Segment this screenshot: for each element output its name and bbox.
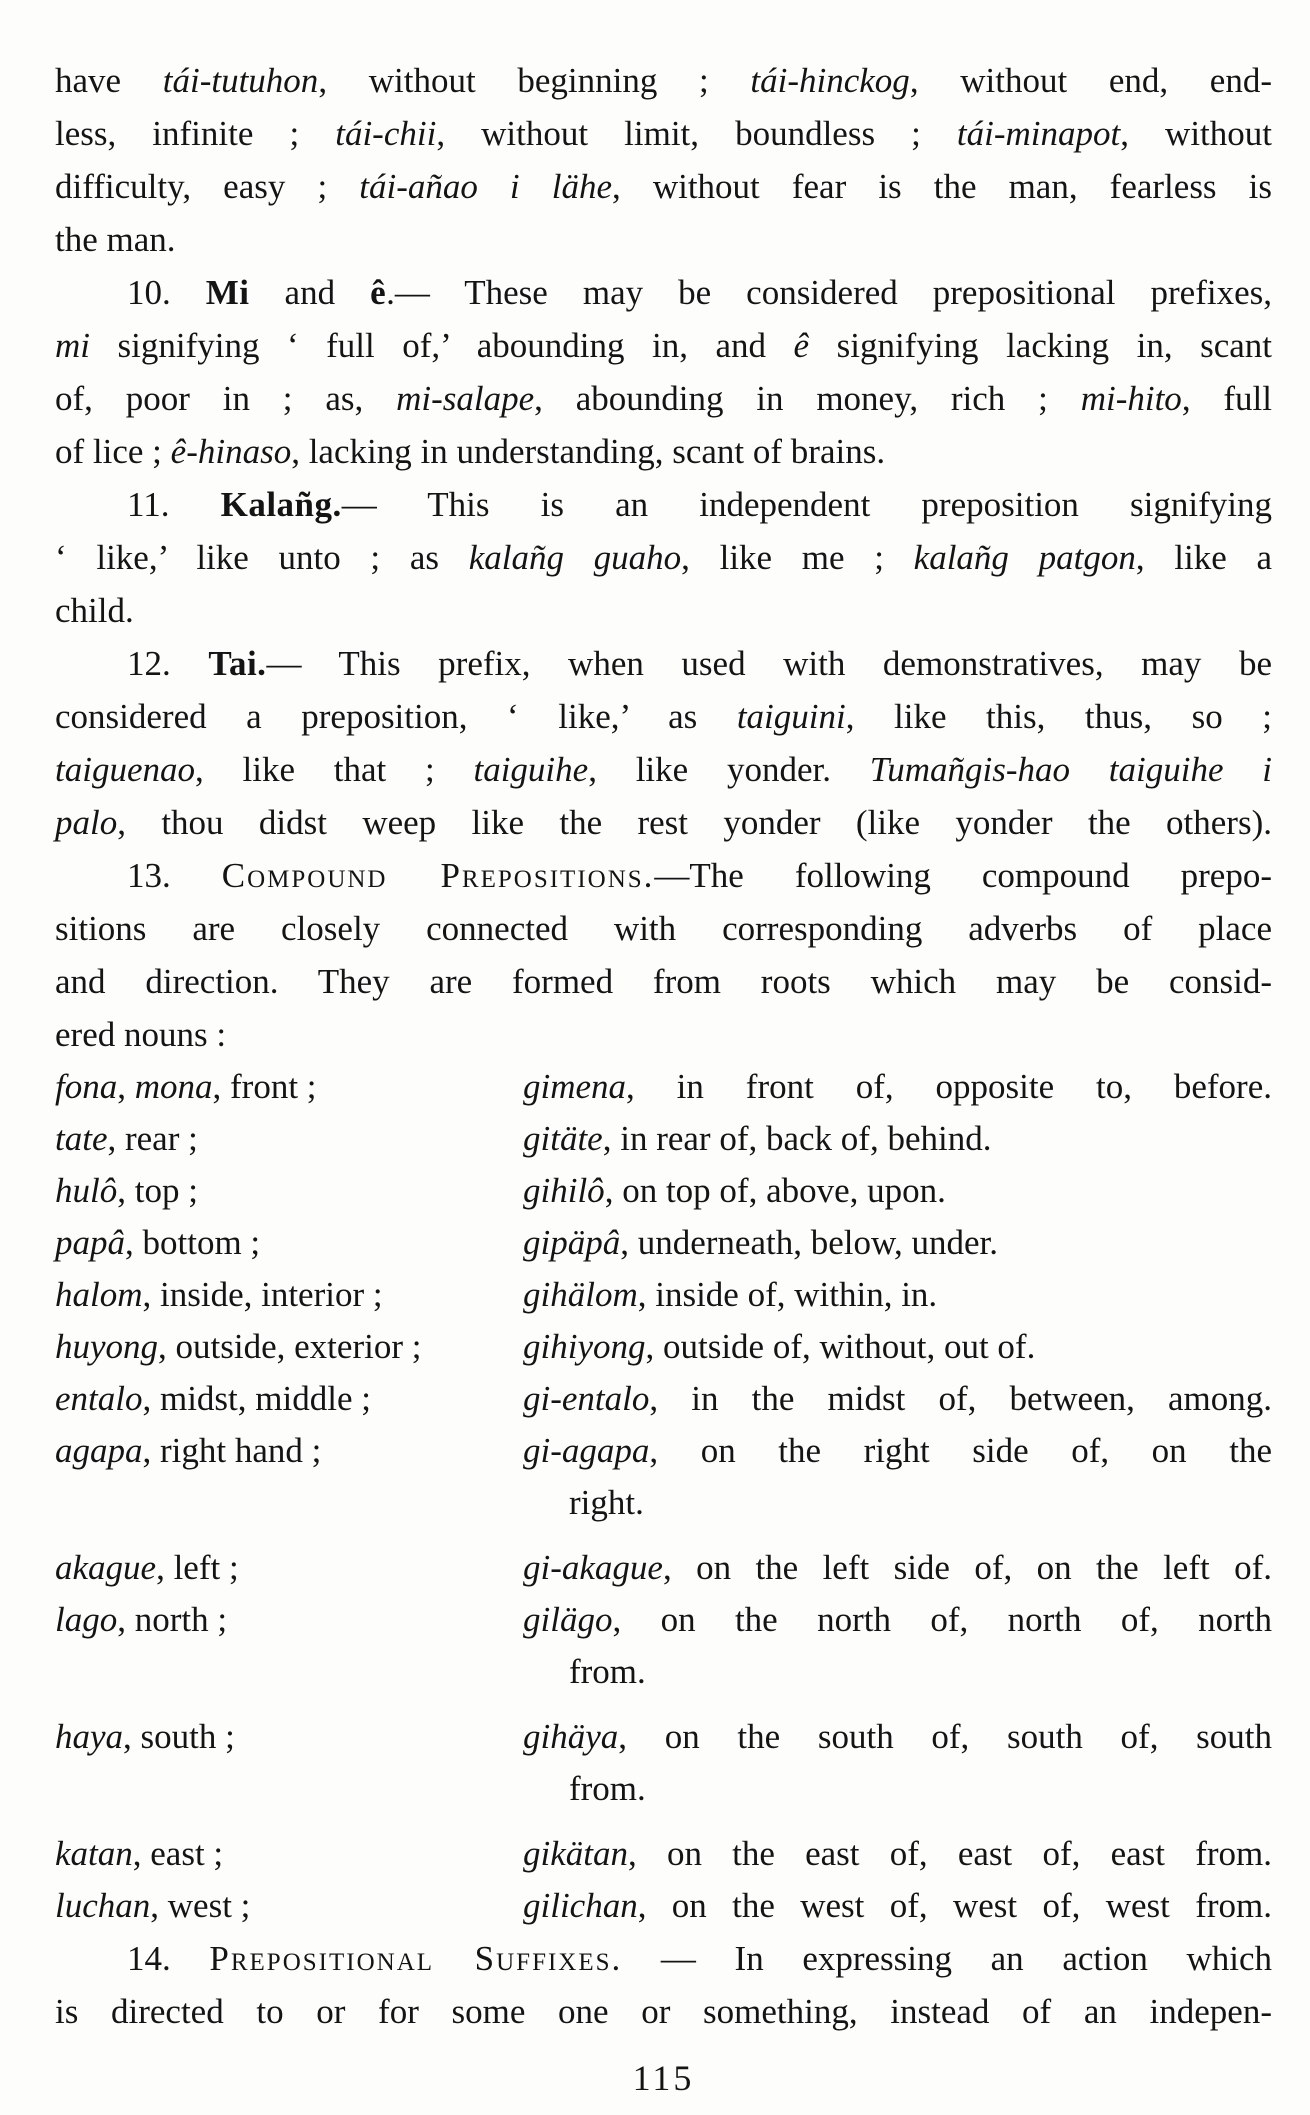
- text-line: tate, rear ;: [55, 1119, 198, 1158]
- text-line: 13. Compound Prepositions.—The following compound prepo-: [127, 856, 1272, 895]
- paragraph-11-kalang: [55, 478, 1272, 637]
- text-line: of, poor in ; as, mi-salape, abounding in money, rich ; mi-hito, full: [55, 379, 1272, 418]
- text-line: gitäte, in rear of, back of, behind.: [523, 1119, 992, 1158]
- gloss-cell: [523, 1373, 1272, 1425]
- text-line: gi-akague, on the left side of, on the left of.: [523, 1548, 1272, 1587]
- gloss-cell: [523, 1828, 1272, 1880]
- gloss-cell: [523, 1217, 1272, 1269]
- text-line: hulô, top ;: [55, 1171, 198, 1210]
- text-line: gi-agapa, on the right side of, on the: [523, 1431, 1272, 1470]
- root-term-cell: [55, 1217, 523, 1269]
- text-line: difficulty, easy ; tái-añao i lähe, without fear is the man, fearless is: [55, 167, 1272, 206]
- text-line: considered a preposition, ‘ like,’ as taiguini, like this, thus, so ;: [55, 697, 1272, 736]
- text-line: lago, north ;: [55, 1600, 228, 1639]
- text-line: less, infinite ; tái-chii, without limit, boundless ; tái-minapot, without: [55, 114, 1273, 153]
- text-line: the man.: [55, 220, 176, 259]
- glossary-row: [55, 1113, 1272, 1165]
- text-line: mi signifying ‘ full of,’ abounding in, and ê signifying lacking in, scant: [55, 326, 1272, 365]
- glossary-row: [55, 1165, 1272, 1217]
- text-line: papâ, bottom ;: [55, 1223, 261, 1262]
- gloss-cell: [523, 1880, 1272, 1932]
- text-line: huyong, outside, exterior ;: [55, 1327, 422, 1366]
- text-line: entalo, midst, middle ;: [55, 1379, 371, 1418]
- root-term-cell: [55, 1828, 523, 1880]
- paragraph-10-mi-and-e: [55, 266, 1272, 478]
- gloss-cell: [523, 1269, 1272, 1321]
- compound-prepositions-list: [55, 1061, 1272, 1932]
- page-number: 115: [632, 2058, 695, 2098]
- text-line: ‘ like,’ like unto ; as kalañg guaho, like me ; kalañg patgon, like a: [55, 538, 1272, 577]
- text-line: taiguenao, like that ; taiguihe, like yonder. Tumañgis-hao taiguihe i: [55, 750, 1272, 789]
- text-line: is directed to or for some one or something, instead of an indepen-: [55, 1992, 1272, 2031]
- small-caps-heading: Compound Prepositions.: [221, 856, 655, 895]
- text-line: gilichan, on the west of, west of, west from.: [523, 1886, 1272, 1925]
- text-line: fona, mona, front ;: [55, 1067, 317, 1106]
- glossary-row: [55, 1425, 1272, 1529]
- root-term-cell: [55, 1269, 523, 1321]
- text-line: gihiyong, outside of, without, out of.: [523, 1327, 1036, 1366]
- gloss-cell: [523, 1321, 1272, 1373]
- gloss-cell: [523, 1061, 1272, 1113]
- gloss-cell: [523, 1425, 1272, 1529]
- text-line: gi-entalo, in the midst of, between, among.: [523, 1379, 1272, 1418]
- text-line: katan, east ;: [55, 1834, 224, 1873]
- glossary-row: [55, 1542, 1272, 1594]
- gloss-cell: [523, 1113, 1272, 1165]
- gloss-cell: [523, 1542, 1272, 1594]
- glossary-row: [55, 1880, 1272, 1932]
- root-term-cell: [55, 1321, 523, 1373]
- text-line: gilägo, on the north of, north of, north: [523, 1600, 1272, 1639]
- gloss-cell: [523, 1594, 1272, 1698]
- text-line: ered nouns :: [55, 1015, 227, 1054]
- text-line: from.: [569, 1652, 646, 1691]
- text-line: gipäpâ, underneath, below, under.: [523, 1223, 998, 1262]
- root-term-cell: [55, 1711, 523, 1763]
- root-term-cell: [55, 1594, 523, 1646]
- text-line: akague, left ;: [55, 1548, 239, 1587]
- text-line: right.: [569, 1483, 644, 1522]
- glossary-row: [55, 1594, 1272, 1698]
- gloss-cell: [523, 1165, 1272, 1217]
- text-line: 14. Prepositional Suffixes. — In expressing an action which: [127, 1939, 1272, 1978]
- paragraph-12-tai: [55, 637, 1272, 849]
- text-line: child.: [55, 591, 134, 630]
- root-term-cell: [55, 1880, 523, 1932]
- glossary-row: [55, 1269, 1272, 1321]
- text-line: 10. Mi and ê.— These may be considered prepositional prefixes,: [127, 273, 1272, 312]
- glossary-row: [55, 1711, 1272, 1815]
- paragraph-13-compound-prepositions: [55, 849, 1272, 1061]
- gloss-cell: [523, 1711, 1272, 1815]
- text-line: halom, inside, interior ;: [55, 1275, 383, 1314]
- root-term-cell: [55, 1113, 523, 1165]
- text-line: and direction. They are formed from roots which may be consid-: [55, 962, 1272, 1001]
- text-line: 12. Tai.— This prefix, when used with demonstratives, may be: [127, 644, 1273, 683]
- root-term-cell: [55, 1425, 523, 1477]
- text-line: of lice ; ê-hinaso, lacking in understanding, scant of brains.: [55, 432, 886, 471]
- text-line: haya, south ;: [55, 1717, 235, 1756]
- glossary-row: [55, 1061, 1272, 1113]
- text-line: sitions are closely connected with corresponding adverbs of place: [55, 909, 1272, 948]
- text-line: 11. Kalañg.— This is an independent preposition signifying: [127, 485, 1272, 524]
- glossary-row: [55, 1321, 1272, 1373]
- text-line: luchan, west ;: [55, 1886, 251, 1925]
- glossary-row: [55, 1373, 1272, 1425]
- text-line: from.: [569, 1769, 646, 1808]
- glossary-row: [55, 1828, 1272, 1880]
- text-line: palo, thou didst weep like the rest yonder (like yonder the others).: [55, 803, 1272, 842]
- text-line: gikätan, on the east of, east of, east from.: [523, 1834, 1272, 1873]
- text-line: have tái-tutuhon, without beginning ; tái-hinckog, without end, end-: [55, 61, 1272, 100]
- root-term-cell: [55, 1061, 523, 1113]
- glossary-row: [55, 1217, 1272, 1269]
- text-line: gihäya, on the south of, south of, south: [523, 1717, 1272, 1756]
- root-term-cell: [55, 1165, 523, 1217]
- text-line: gihilô, on top of, above, upon.: [523, 1171, 946, 1210]
- paragraph-tai-prefix-continuation: [55, 54, 1272, 266]
- root-term-cell: [55, 1542, 523, 1594]
- small-caps-heading: Prepositional Suffixes.: [209, 1939, 623, 1978]
- paragraph-14-prepositional-suffixes: [55, 1932, 1272, 2038]
- text-line: gihälom, inside of, within, in.: [523, 1275, 938, 1314]
- text-line: agapa, right hand ;: [55, 1431, 322, 1470]
- text-line: gimena, in front of, opposite to, before.: [523, 1067, 1272, 1106]
- root-term-cell: [55, 1373, 523, 1425]
